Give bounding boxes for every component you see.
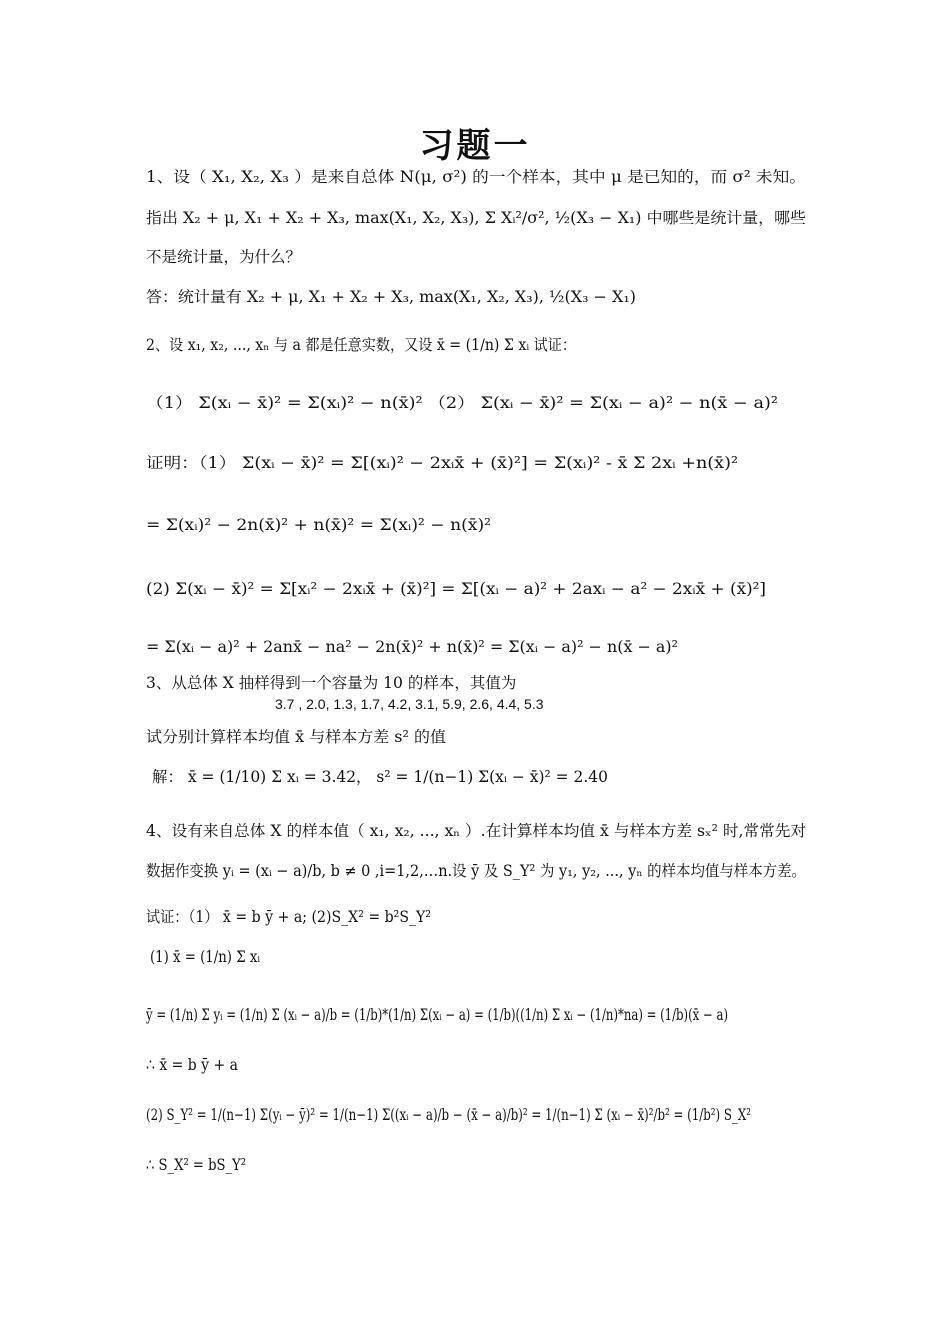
problem-4-prove <box>146 900 466 934</box>
proof-2-line-b-text: = Σ(xᵢ − a)² + 2anx̄ − na² − 2n(x̄)² + n(x̄)² = Σ(xᵢ − a)² − n(x̄ − a)² <box>146 638 678 656</box>
problem-4-line-1-text: 4、设有来自总体 X 的样本值（ x₁, x₂, ..., xₙ ）.在计算样本均值 x̄ 与样本方差 sₓ² 时,常常先对 <box>146 822 806 840</box>
page-title: 习题一 <box>419 126 531 166</box>
problem-4-line-2 <box>146 850 826 890</box>
problem-3-solution-text: 解： x̄ = (1/10) Σ xᵢ = 3.42， s² = 1/(n−1) Σ(xᵢ − x̄)² = 2.40 <box>152 768 608 786</box>
proof-1-line-a-text: 证明：（1） Σ(xᵢ − x̄)² = Σ[(xᵢ)² − 2xᵢx̄ + (x̄)²] = Σ(xᵢ)² - x̄ Σ 2xᵢ +n(x̄)² <box>146 454 738 472</box>
problem-3-statement: 3、从总体 X 抽样得到一个容量为 10 的样本，其值为 <box>146 674 517 692</box>
problem-2-claims <box>146 376 806 428</box>
solution-4-2-a <box>146 1092 786 1144</box>
problem-1-line-2 <box>146 193 826 243</box>
problem-4-line-1 <box>146 814 826 848</box>
solution-4-1-b <box>146 992 766 1044</box>
solution-4-1-c <box>146 1050 266 1080</box>
problem-2-claims-text: （1） Σ(xᵢ − x̄)² = Σ(xᵢ)² − n(x̄)² （2） Σ(xᵢ − x̄)² = Σ(xᵢ − a)² − n(x̄ − a)² <box>146 394 778 412</box>
solution-4-1-b-text: ȳ = (1/n) Σ yᵢ = (1/n) Σ (xᵢ − a)/b = (1/b)*(1/n) Σ(xᵢ − a) = (1/b)((1/n) Σ xᵢ − (1/n)*na) = (1/b)(x̄ − a) <box>145 1006 728 1024</box>
problem-2-statement-text: 2、设 x₁, x₂, ..., xₙ 与 a 都是任意实数，又设 x̄ = (1/n) Σ xᵢ 试证： <box>146 336 576 354</box>
solution-4-1-a <box>146 936 306 980</box>
proof-1-line-b-text: = Σ(xᵢ)² − 2n(x̄)² + n(x̄)² = Σ(xᵢ)² − n(x̄)² <box>146 516 491 534</box>
proof-2-line-a-text: (2) Σ(xᵢ − x̄)² = Σ[xᵢ² − 2xᵢx̄ + (x̄)²] = Σ[(xᵢ − a)² + 2axᵢ − a² − 2xᵢx̄ + (x̄)²] <box>146 580 766 598</box>
problem-3-ask-text: 试分别计算样本均值 x̄ 与样本方差 s² 的值 <box>146 728 447 746</box>
problem-1-answer <box>146 278 706 320</box>
proof-1-line-a <box>146 438 766 490</box>
problem-1-line-3: 不是统计量，为什么？ <box>146 248 302 266</box>
problem-2-statement <box>146 326 666 370</box>
proof-2-line-b <box>146 622 706 674</box>
problem-1-line-1-text: 1、设（ X₁, X₂, X₃ ）是来自总体 N(μ, σ²) 的一个样本，其中 μ 是已知的，而 σ² 未知。 <box>146 168 806 186</box>
problem-1-answer-text: 答：统计量有 X₂ + μ, X₁ + X₂ + X₃, max(X₁, X₂, X₃), ½(X₃ − X₁) <box>146 288 636 306</box>
proof-2-line-a <box>146 564 786 616</box>
proof-1-line-b <box>146 500 546 552</box>
problem-4-line-2-text: 数据作变换 yᵢ = (xᵢ − a)/b, b ≠ 0 ,i=1,2,…n.设 ȳ 及 S_Y² 为 y₁, y₂, ..., yₙ 的样本均值与样本方差。 <box>146 862 806 880</box>
problem-4-prove-text: 试证：（1） x̄ = b ȳ + a; (2)S_X² = b²S_Y² <box>146 908 431 926</box>
sample-values: 3.7 , 2.0, 1.3, 1.7, 4.2, 3.1, 5.9, 2.6, 4.4, 5.3 <box>275 696 544 712</box>
problem-3-ask <box>146 720 476 752</box>
problem-1-line-1 <box>146 160 826 194</box>
solution-4-2-b <box>146 1150 286 1180</box>
problem-1-line-2-text: 指出 X₂ + μ, X₁ + X₂ + X₃, max(X₁, X₂, X₃), Σ Xᵢ²/σ², ½(X₃ − X₁) 中哪些是统计量，哪些 <box>146 209 806 227</box>
solution-4-1-a-text: (1) x̄ = (1/n) Σ xᵢ <box>150 948 260 966</box>
solution-4-1-c-text: ∴ x̄ = b ȳ + a <box>146 1056 238 1074</box>
solution-4-2-b-text: ∴ S_X² = bS_Y² <box>146 1156 246 1174</box>
problem-3-solution <box>146 752 626 804</box>
solution-4-2-a-text: (2) S_Y² = 1/(n−1) Σ(yᵢ − ȳ)² = 1/(n−1) Σ((xᵢ − a)/b − (x̄ − a)/b)² = 1/(n−1) Σ (xᵢ − x̄)²/b² = (1/b²) S_X² <box>146 1106 751 1124</box>
